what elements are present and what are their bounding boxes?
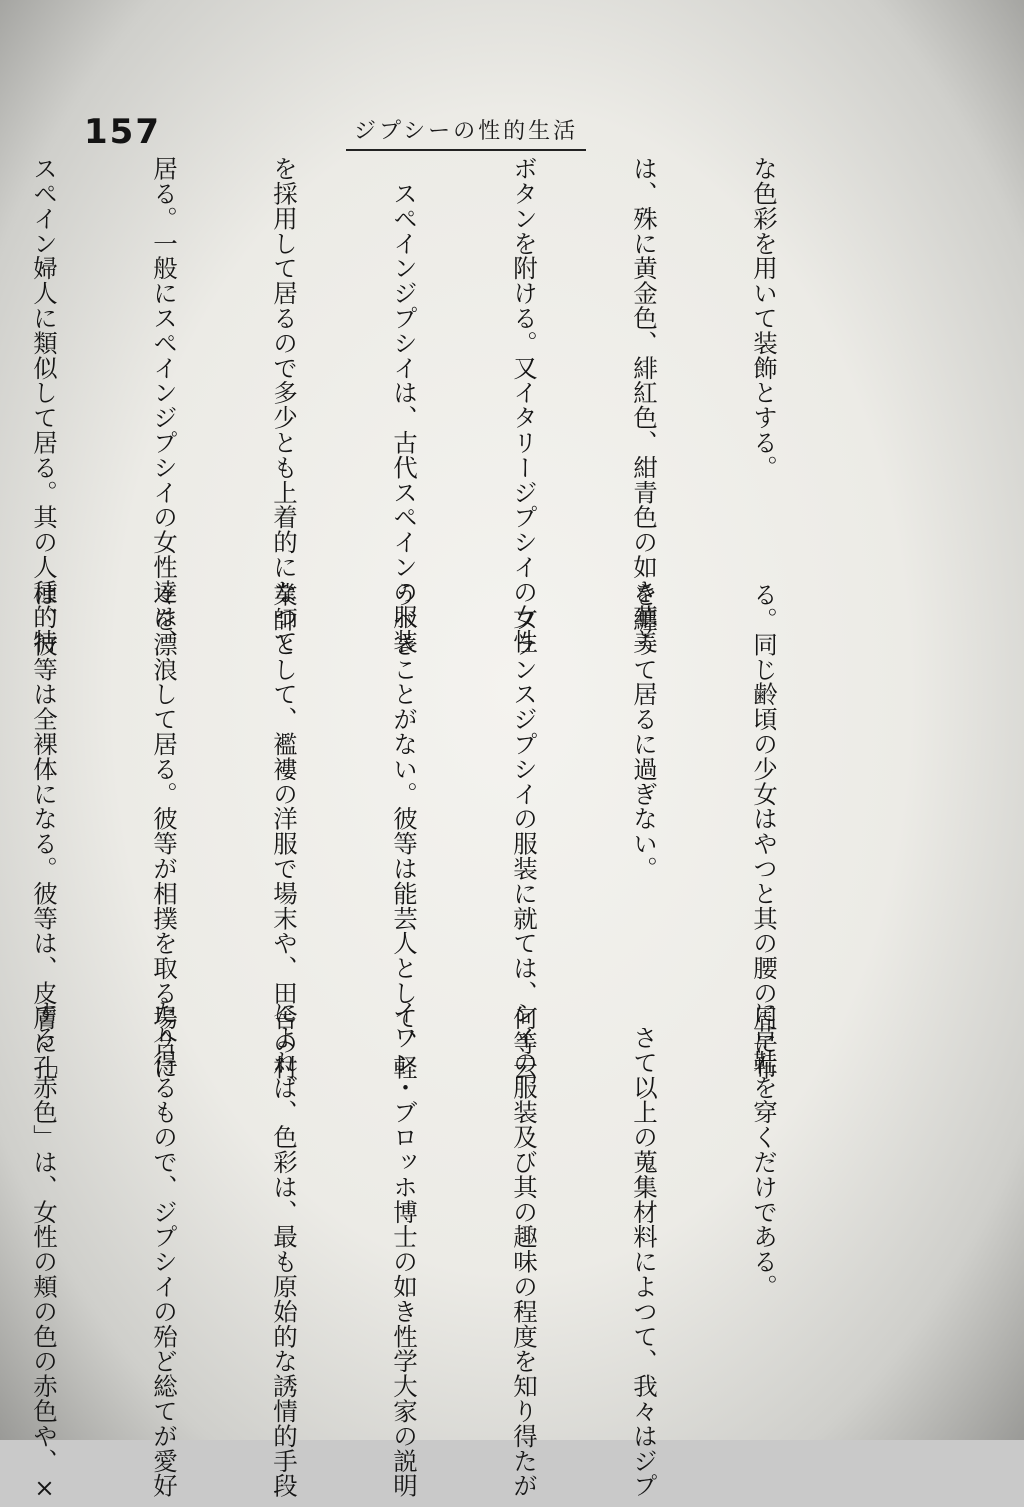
text-line: な色彩を用いて装飾とする。	[750, 156, 779, 480]
text-line: を採用して居るので多少とも上着的になつて	[270, 156, 299, 654]
text-line: シイの服装及び其の趣味の程度を知り得たが	[510, 1000, 539, 1498]
text-line: に草鞋を穿くだけである。	[750, 1000, 779, 1299]
page-number: 157	[84, 112, 161, 152]
text-line: うべきことがない。彼等は能芸人として、軽	[390, 582, 419, 1080]
text-tier-top	[0, 156, 864, 654]
text-line: は、彼等は全裸体になる。彼等は、皮膚に孔	[30, 582, 59, 1080]
text-line: フランスジプシイの服装に就ては、何等云	[510, 582, 539, 1080]
text-line: イワン・ブロッホ博士の如き性学大家の説明	[390, 1000, 419, 1498]
text-line: スペインジプシイは、古代スペインの服装	[390, 156, 419, 654]
text-line: 々を漂浪して居る。彼等が相撲を取る場合に	[150, 582, 179, 1080]
text-line: る。同じ齢頃の少女はやつと其の腰の周に布	[750, 582, 779, 1080]
text-line: ボタンを附ける。又イタリージプシイの女性	[510, 156, 539, 654]
running-title: ジプシーの性的生活	[346, 114, 586, 151]
text-tier-bottom	[0, 1000, 864, 1503]
text-line: によれば、色彩は、最も原始的な誘情的手段	[270, 1000, 299, 1498]
text-line: たり得るもので、ジプシイの殆ど総てが愛好	[150, 1000, 179, 1498]
text-line: は、殊に黄金色、緋紅色、紺青色の如き華美	[630, 156, 659, 654]
text-line: スペイン婦人に類似して居る。其の人種的特	[30, 156, 59, 654]
text-line: 居る。一般にスペインジプシイの女性達は、	[150, 156, 179, 654]
text-line: 業師として、襤褸の洋服で場末や、田舎の村	[270, 582, 299, 1080]
text-tier-middle	[0, 582, 864, 1080]
text-line: さて以上の蒐集材料によつて、我々はジプ	[630, 1000, 659, 1498]
text-line: する「赤色」は、女性の頬の色の赤色や、×	[30, 1000, 59, 1503]
text-line: を纏うて居るに過ぎない。	[630, 582, 659, 881]
